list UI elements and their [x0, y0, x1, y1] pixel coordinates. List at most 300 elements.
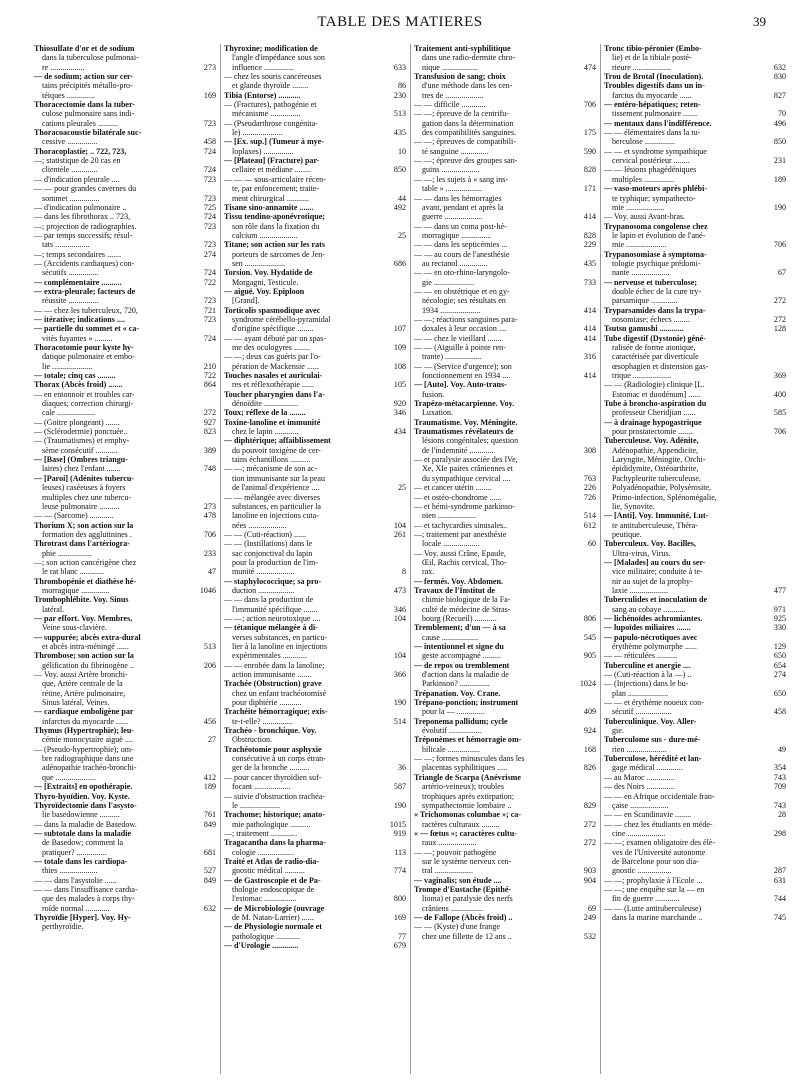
entry-text: — [Base] (Ombres triangu-: [34, 455, 128, 465]
page-reference: 272: [583, 819, 596, 829]
index-entry-line: [34, 717, 216, 726]
index-entry-line: [414, 175, 596, 184]
entry-text: — [Paroi] (Adénites tubercu-: [34, 473, 135, 483]
page-reference: 1024: [579, 679, 596, 689]
index-entry-line: [414, 44, 596, 53]
index-entry-line: [34, 165, 216, 174]
entry-text: — et tachycardies sinusales..: [414, 520, 508, 530]
page-reference: 434: [393, 427, 406, 437]
page-reference: 409: [583, 707, 596, 717]
page-reference: 726: [583, 492, 596, 502]
index-entry-line: [224, 642, 406, 651]
entry-text: ger de la bronche ..........: [232, 763, 310, 773]
index-entry-line: [414, 549, 596, 558]
entry-text: sécutifs ...............: [42, 268, 99, 278]
page-reference: 298: [773, 828, 786, 838]
entry-text: — — au cours de l'anesthésie: [414, 249, 510, 259]
index-entry-line: [414, 717, 596, 726]
entry-text: mécanisme ...............: [232, 109, 301, 119]
index-entry-line: [414, 829, 596, 838]
entry-text: — suivie d'obstruction trachéa-: [224, 791, 325, 801]
entry-text: Triangle de Scarpa (Anévrisme: [414, 772, 521, 782]
page-reference: 864: [203, 380, 216, 390]
index-entry-line: [34, 212, 216, 221]
entry-text: — tétanique mélangée à di-: [224, 623, 318, 633]
entry-text: du sympathique cervical ....: [422, 473, 511, 483]
index-entry-line: [604, 156, 786, 165]
index-entry-line: [34, 670, 216, 679]
index-entry-line: [224, 427, 406, 436]
index-entry-line: [34, 838, 216, 847]
index-column-3: [414, 44, 596, 1074]
entry-text: rieure ...................: [612, 62, 671, 72]
entry-text: cale ...................: [42, 408, 96, 418]
entry-text: fonctionnement en 1934 ....: [422, 371, 511, 381]
entry-text: culté de médecine de Stras-: [422, 604, 511, 614]
entry-text: — mentaux dans l'indifférence.: [604, 118, 712, 128]
entry-text: — extra-pleurale; facteurs de: [34, 286, 136, 296]
index-entry-line: [224, 222, 406, 231]
index-entry-line: [414, 446, 596, 455]
index-entry-line: [604, 483, 786, 492]
entry-text: Trombophlébite. Voy. Sinus: [34, 595, 129, 605]
entry-text: Laryngite, Méningite, Orchi-: [612, 455, 706, 465]
entry-text: nir au sujet de la prophy-: [612, 576, 693, 586]
entry-text: parsamique .............: [612, 296, 678, 306]
page-reference: 366: [393, 670, 406, 680]
page-reference: 47: [207, 567, 216, 577]
entry-text: table » ..................: [422, 184, 482, 194]
index-entry-line: [414, 773, 596, 782]
index-entry-line: [224, 362, 406, 371]
page-reference: 316: [583, 352, 596, 362]
index-entry-line: [224, 165, 406, 174]
page-reference: 210: [203, 361, 216, 371]
index-entry-line: [34, 324, 216, 333]
index-entry-line: [604, 707, 786, 716]
page-reference: 761: [203, 810, 216, 820]
index-entry-line: [604, 885, 786, 894]
entry-text: Trépanation. Voy. Crane.: [414, 688, 501, 698]
index-entry-line: [414, 913, 596, 922]
index-entry-line: [604, 418, 786, 427]
page-reference: 905: [583, 651, 596, 661]
index-entry-line: [224, 595, 406, 604]
index-entry-line: [224, 857, 406, 866]
page-reference: 545: [583, 632, 596, 642]
entry-text: adénopathie trachéo-bronchi-: [42, 763, 137, 773]
page-reference: 612: [583, 520, 596, 530]
index-entry-line: [34, 913, 216, 922]
page-header: [34, 10, 766, 38]
index-entry-line: [224, 707, 406, 716]
index-entry-line: [604, 894, 786, 903]
entry-text: évolutif ................: [422, 726, 482, 736]
page-reference: 920: [393, 399, 406, 409]
entry-text: culose pulmonaire sans indi-: [42, 109, 135, 119]
entry-text: —; traitement par anesthésie: [414, 529, 507, 539]
entry-text: le lapin et évolution de l'ané-: [612, 230, 706, 240]
index-entry-line: [34, 399, 216, 408]
index-entry-line: [414, 147, 596, 156]
entry-text: — vaso-moteurs après phlébi-: [604, 184, 708, 194]
index-entry-line: [604, 698, 786, 707]
entry-text: nique ..................: [422, 62, 479, 72]
index-entry-line: [414, 63, 596, 72]
index-entry-line: [414, 399, 596, 408]
entry-text: — —; pouvoir pathogène: [414, 847, 497, 857]
index-entry-line: [34, 922, 216, 931]
page-reference: 743: [773, 800, 786, 810]
entry-text: — totale; cinq cas .........: [34, 371, 116, 381]
index-entry-line: [414, 605, 596, 614]
index-entry-line: [224, 932, 406, 941]
page-reference: 414: [583, 333, 596, 343]
index-entry-line: [604, 521, 786, 530]
index-entry-line: [224, 661, 406, 670]
entry-text: multiples ...............: [612, 174, 675, 184]
index-entry-line: [34, 605, 216, 614]
entry-text: — (Fractures), pathogénie et: [224, 100, 317, 110]
entry-text: lie basedowienne ..........: [42, 810, 120, 820]
entry-text: — — en obstétrique et en gy-: [414, 286, 510, 296]
index-entry-line: [604, 464, 786, 473]
index-entry-line: [604, 53, 786, 62]
entry-text: Trypanosoma congolense chez: [604, 221, 708, 231]
index-entry-line: [224, 296, 406, 305]
entry-text: Tube à broncho-aspiration du: [604, 399, 707, 409]
entry-text: — — (Service d'urgence); son: [414, 361, 512, 371]
entry-text: — — en oto-rhino-laryngolo-: [414, 268, 510, 278]
index-entry-line: [34, 511, 216, 520]
entry-text: Thrombose; son action sur la: [34, 651, 134, 661]
index-entry-line: [414, 119, 596, 128]
entry-text: Thoracectomie dans la tuber-: [34, 100, 135, 110]
entry-text: — —; formes minuscules dans les: [414, 754, 525, 764]
index-entry-line: [34, 820, 216, 829]
page-reference: 806: [583, 613, 596, 623]
entry-text: — d'Urologie .............: [224, 941, 299, 950]
entry-text: — —; les sujets à « sang ins-: [414, 174, 509, 184]
index-entry-line: [34, 502, 216, 511]
entry-text: — [Plateau] (Fracture) par-: [224, 156, 320, 166]
index-entry-line: [34, 726, 216, 735]
index-entry-line: [414, 455, 596, 464]
entry-text: te, par enfoncement; traite-: [232, 184, 320, 194]
entry-text: — — élémentaires dans la tu-: [604, 128, 701, 138]
index-entry-line: [224, 866, 406, 875]
page-reference: 458: [773, 707, 786, 717]
index-entry-line: [414, 801, 596, 810]
entry-text: d'origine spécifique ........: [232, 324, 314, 334]
index-entry-line: [224, 81, 406, 90]
entry-text: Trachée (Obstruction) grave: [224, 679, 322, 689]
page-reference: 129: [773, 642, 786, 651]
entry-text: — —; épreuves de compatibili-: [414, 137, 516, 147]
index-entry-line: [604, 147, 786, 156]
index-entry-line: [224, 203, 406, 212]
entry-text: — [Malades] au cours du ser-: [604, 557, 706, 567]
entry-text: téiques ..............: [42, 90, 95, 100]
entry-text: sen ....................: [232, 258, 285, 268]
entry-text: calcium ...................: [232, 230, 298, 240]
entry-text: rétine, Artère pulmonaire,: [42, 688, 126, 698]
page-reference: 828: [583, 230, 596, 240]
entry-text: — Voy. aussi Artère bronchi-: [34, 670, 128, 680]
entry-text: — à drainage hypogastrique: [604, 417, 702, 427]
entry-text: raux ...................: [422, 838, 477, 848]
index-columns: [34, 44, 786, 1074]
entry-text: tissement pulmonaire .......: [612, 109, 698, 119]
entry-text: cervical postérieur ........: [612, 156, 690, 166]
entry-text: pratiquer? ...............: [42, 847, 107, 857]
entry-text: ment chirurgical ...........: [232, 193, 309, 203]
entry-text: — — mélangée avec diverses: [224, 492, 321, 502]
entry-text: cellaire et médiane ........: [232, 165, 311, 175]
entry-text: cause ..................: [422, 632, 479, 642]
entry-text: — — (Lutte antituberculeuse): [604, 903, 702, 913]
entry-text: — staphylococcique; sa pro-: [224, 576, 322, 586]
entry-text: — (Accidents cardiaques) con-: [34, 258, 135, 268]
index-entry-line: [604, 240, 786, 249]
entry-text: cessive ...............: [42, 137, 98, 147]
index-entry-line: [224, 511, 406, 520]
column-divider: [220, 44, 221, 1074]
entry-text: que des malades à corps thy-: [42, 894, 135, 904]
entry-text: Throtrast dans l'artériogra-: [34, 539, 130, 549]
entry-text: pour diphtérie ...........: [232, 698, 302, 708]
index-entry-line: [414, 670, 596, 679]
page-reference: 721: [203, 305, 216, 315]
index-entry-line: [34, 745, 216, 754]
index-entry-line: [34, 315, 216, 324]
index-entry-line: [414, 464, 596, 473]
index-entry-line: [34, 707, 216, 716]
index-entry-line: [604, 222, 786, 231]
index-entry-line: [414, 857, 596, 866]
entry-text: — —; épreuve de la centrifu-: [414, 109, 509, 119]
entry-text: expérimentales ............: [232, 651, 307, 661]
page-reference: 722: [203, 277, 216, 287]
entry-text: — au Maroc ..............: [604, 772, 675, 782]
index-entry-line: [34, 633, 216, 642]
entry-text: 1934 ....................: [422, 305, 481, 315]
index-entry-line: [604, 661, 786, 670]
index-entry-line: [604, 745, 786, 754]
entry-text: Tuberculides et inoculation de: [604, 595, 708, 605]
page-reference: 681: [203, 847, 216, 857]
page-reference: 527: [203, 866, 216, 876]
entry-text: res et réflexothérapie ......: [232, 380, 314, 390]
entry-text: sommet ...............: [42, 193, 100, 203]
index-entry-line: [604, 212, 786, 221]
entry-text: Thorax (Abcès froid) .......: [34, 380, 123, 390]
index-entry-line: [34, 577, 216, 586]
page-reference: 27: [207, 735, 216, 745]
page-reference: 231: [773, 156, 786, 166]
entry-text: chimie biologique de la Fa-: [422, 595, 511, 605]
page-reference: 763: [583, 473, 596, 483]
index-entry-line: [34, 44, 216, 53]
entry-text: chez une fillette de 12 ans ..: [422, 931, 512, 941]
entry-text: pour la production de l'im-: [232, 557, 318, 567]
index-entry-line: [604, 633, 786, 642]
page-reference: 706: [583, 100, 596, 110]
entry-text: — (Cuti-réaction à la —) ..: [604, 670, 692, 680]
index-entry-line: [604, 278, 786, 287]
index-entry-line: [414, 698, 596, 707]
entry-text: cologie ..................: [232, 847, 294, 857]
index-entry-line: [34, 474, 216, 483]
entry-text: multiples chez une tubercu-: [42, 492, 132, 502]
page-reference: 743: [773, 772, 786, 782]
entry-text: Ultra-virus, Virus.: [612, 548, 671, 558]
entry-text: Tragacantha dans la pharma-: [224, 838, 327, 848]
page-reference: 354: [773, 763, 786, 773]
entry-text: Polyadénopathie, Polysérosite,: [612, 483, 712, 493]
index-entry-line: [224, 633, 406, 642]
entry-text: de Barcelone pour son dia-: [612, 856, 699, 866]
entry-text: Torticolis spasmodique avec: [224, 305, 321, 315]
entry-text: « Trichomonas columbae »; ca-: [414, 810, 521, 820]
index-entry-line: [604, 782, 786, 791]
index-entry-line: [604, 324, 786, 333]
entry-text: — dans la maladie de Basedow.: [34, 819, 137, 829]
page-reference: 273: [203, 501, 216, 511]
page-reference: 632: [203, 903, 216, 913]
page-reference: 308: [583, 445, 596, 455]
index-entry-line: [34, 240, 216, 249]
entry-text: Thyroïdectomie dans l'asysto-: [34, 800, 137, 810]
index-entry-line: [604, 670, 786, 679]
entry-text: — itérative; indications ....: [34, 314, 125, 324]
index-entry-line: [224, 894, 406, 903]
page-reference: 272: [773, 296, 786, 306]
column-divider: [410, 44, 411, 1074]
index-entry-line: [34, 829, 216, 838]
index-entry-line: [34, 427, 216, 436]
entry-text: gie ....................: [422, 277, 475, 287]
entry-text: artério-veineux); troubles: [422, 782, 505, 792]
index-entry-line: [34, 306, 216, 315]
index-entry-line: [34, 231, 216, 240]
entry-text: — —; prophylaxie à l'Ecole ...: [604, 875, 703, 885]
page-reference: 724: [203, 268, 216, 278]
page-title: TABLE DES MATIERES: [317, 14, 483, 30]
page-reference: 206: [203, 660, 216, 670]
index-entry-line: [34, 735, 216, 744]
index-entry-line: [604, 184, 786, 193]
entry-text: — [Anti]. Voy. Immunité, Lut-: [604, 511, 709, 521]
index-entry-line: [604, 194, 786, 203]
index-entry-line: [604, 848, 786, 857]
index-entry-line: [604, 717, 786, 726]
index-entry-line: [604, 623, 786, 632]
entry-text: rien ....................: [612, 744, 667, 754]
index-entry-line: [34, 194, 216, 203]
index-entry-line: [224, 436, 406, 445]
entry-text: l'angle d'impédance sous son: [232, 53, 325, 63]
entry-text: gnostic .................: [612, 866, 672, 876]
index-entry-line: [34, 549, 216, 558]
index-entry-line: [414, 296, 596, 305]
index-entry-line: [414, 250, 596, 259]
entry-text: phie .................: [42, 548, 93, 558]
index-entry-line: [224, 539, 406, 548]
index-entry-line: [34, 885, 216, 894]
entry-text: — des Noirs ..............: [604, 782, 675, 792]
entry-text: l'estomac ................: [232, 894, 297, 904]
index-entry-line: [604, 838, 786, 847]
entry-text: Tremblement; d'un — à sa: [414, 623, 506, 633]
index-entry-line: [224, 521, 406, 530]
entry-text: Parkinson? ...............: [422, 679, 490, 689]
index-entry-line: [604, 530, 786, 539]
entry-text: Œil, Rachis cervical, Tho-: [422, 557, 507, 567]
page-reference: 60: [587, 539, 596, 549]
page-reference: 514: [393, 716, 406, 726]
entry-text: latéral.: [42, 604, 65, 614]
page-reference: 226: [583, 483, 596, 493]
entry-text: — — en Scandinavie ........: [604, 810, 692, 820]
entry-text: thies ...................: [42, 866, 98, 876]
entry-text: Tibia (Entorse) ...........: [224, 90, 301, 100]
index-entry-line: [604, 558, 786, 567]
index-entry-line: [414, 782, 596, 791]
entry-text: — pour cancer thyroïdien suf-: [224, 772, 322, 782]
entry-text: — — chez les étudiants en méde-: [604, 819, 713, 829]
entry-text: Pachypleurite tuberculeuse,: [612, 473, 701, 483]
index-entry-line: [224, 418, 406, 427]
page-reference: 230: [393, 90, 406, 100]
index-entry-line: [414, 539, 596, 548]
index-entry-line: [224, 324, 406, 333]
page-reference: 400: [773, 389, 786, 399]
entry-text: Traumatisme. Voy. Méningite.: [414, 417, 518, 427]
entry-text: — — chez les tuberculeux, 720,: [34, 305, 138, 315]
page-reference: 473: [393, 585, 406, 595]
entry-text: me des oculogyres ........: [232, 343, 310, 352]
index-entry-line: [224, 876, 406, 885]
page-reference: 69: [587, 903, 596, 913]
entry-text: Trachéite hémorragique; exis-: [224, 707, 328, 717]
index-entry-line: [34, 72, 216, 81]
page-reference: 706: [773, 240, 786, 250]
index-entry-line: [34, 493, 216, 502]
entry-text: laires) chez l'enfant .......: [42, 464, 121, 474]
page-reference: 724: [203, 333, 216, 343]
entry-text: professeur Cheridjian ......: [612, 408, 696, 418]
index-entry-line: [224, 464, 406, 473]
index-entry-line: [34, 259, 216, 268]
entry-text: — subtotale dans la maladie: [34, 828, 132, 838]
page-reference: 108: [393, 361, 406, 371]
entry-text: tral ...................: [422, 866, 473, 876]
index-entry-line: [34, 679, 216, 688]
index-entry-line: [224, 670, 406, 679]
index-entry-line: [604, 296, 786, 305]
entry-text: Trypanosomiase à symptoma-: [604, 249, 707, 259]
column-divider: [600, 44, 601, 1074]
entry-text: gation dans la détermination: [422, 118, 514, 128]
entry-text: du pouvoir toxigène de cer-: [232, 445, 321, 455]
index-entry-line: [224, 137, 406, 146]
index-entry-line: [604, 549, 786, 558]
entry-text: le rat blanc ............: [42, 567, 104, 577]
entry-text: — — dans un coma post-hé-: [414, 221, 507, 231]
index-entry-line: [414, 745, 596, 754]
index-entry-line: [414, 577, 596, 586]
